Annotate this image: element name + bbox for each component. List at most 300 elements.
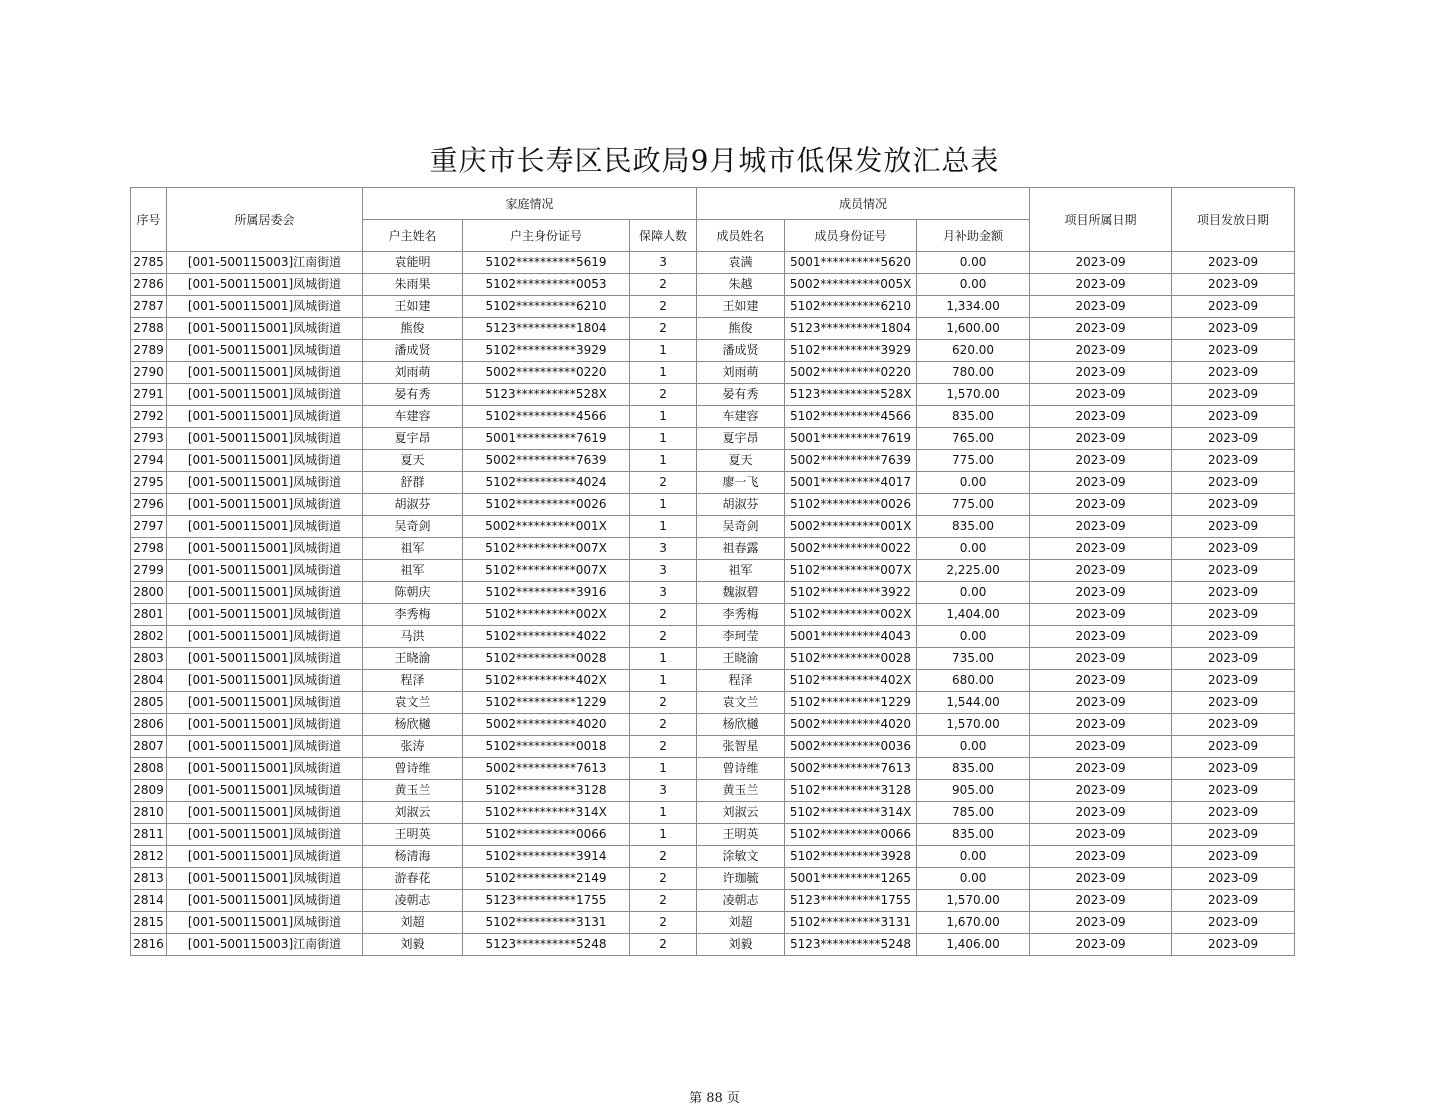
seq-cell: 2785 <box>131 252 167 274</box>
head-id-cell: 5002**********0220 <box>463 362 630 384</box>
issue-date-cell: 2023-09 <box>1172 780 1295 802</box>
member-id-cell: 5001**********4043 <box>785 626 917 648</box>
head-id-cell: 5002**********7639 <box>463 450 630 472</box>
table-row <box>131 934 1295 956</box>
amount-cell: 680.00 <box>917 670 1030 692</box>
count-cell: 2 <box>630 714 697 736</box>
seq-cell: 2797 <box>131 516 167 538</box>
head-name-cell: 夏宇昂 <box>363 428 463 450</box>
member-name-cell: 祖春露 <box>697 538 785 560</box>
seq-cell: 2792 <box>131 406 167 428</box>
committee-cell: [001-500115003]江南街道 <box>167 252 363 274</box>
seq-cell: 2814 <box>131 890 167 912</box>
project-date-cell: 2023-09 <box>1030 824 1172 846</box>
table-row <box>131 450 1295 472</box>
table-row <box>131 846 1295 868</box>
head-name-cell: 杨欣樾 <box>363 714 463 736</box>
seq-cell: 2795 <box>131 472 167 494</box>
issue-date-cell: 2023-09 <box>1172 670 1295 692</box>
amount-cell: 835.00 <box>917 824 1030 846</box>
project-date-cell: 2023-09 <box>1030 868 1172 890</box>
member-id-cell: 5102**********002X <box>785 604 917 626</box>
head-name-cell: 黄玉兰 <box>363 780 463 802</box>
head-name-cell: 王如建 <box>363 296 463 318</box>
head-name-cell: 袁文兰 <box>363 692 463 714</box>
project-date-cell: 2023-09 <box>1030 428 1172 450</box>
member-name-cell: 朱越 <box>697 274 785 296</box>
amount-cell: 0.00 <box>917 846 1030 868</box>
amount-cell: 835.00 <box>917 406 1030 428</box>
table-row <box>131 604 1295 626</box>
member-name-cell: 杨欣樾 <box>697 714 785 736</box>
issue-date-cell: 2023-09 <box>1172 714 1295 736</box>
member-name-cell: 刘毅 <box>697 934 785 956</box>
count-cell: 1 <box>630 802 697 824</box>
head-name-cell: 夏天 <box>363 450 463 472</box>
member-name-cell: 刘淑云 <box>697 802 785 824</box>
committee-cell: [001-500115001]凤城街道 <box>167 890 363 912</box>
count-cell: 2 <box>630 692 697 714</box>
member-id-cell: 5123**********1804 <box>785 318 917 340</box>
head-name-cell: 潘成贤 <box>363 340 463 362</box>
amount-cell: 1,334.00 <box>917 296 1030 318</box>
member-name-cell: 夏宇昂 <box>697 428 785 450</box>
committee-cell: [001-500115001]凤城街道 <box>167 868 363 890</box>
member-id-cell: 5002**********0220 <box>785 362 917 384</box>
issue-date-cell: 2023-09 <box>1172 560 1295 582</box>
project-date-cell: 2023-09 <box>1030 714 1172 736</box>
head-name-cell: 舒群 <box>363 472 463 494</box>
table-row <box>131 538 1295 560</box>
table-row <box>131 516 1295 538</box>
seq-cell: 2798 <box>131 538 167 560</box>
head-id-cell: 5102**********6210 <box>463 296 630 318</box>
header-head-id: 户主身份证号 <box>463 220 630 252</box>
table-row <box>131 274 1295 296</box>
member-name-cell: 夏天 <box>697 450 785 472</box>
project-date-cell: 2023-09 <box>1030 934 1172 956</box>
head-id-cell: 5001**********7619 <box>463 428 630 450</box>
seq-cell: 2787 <box>131 296 167 318</box>
issue-date-cell: 2023-09 <box>1172 626 1295 648</box>
head-id-cell: 5102**********3914 <box>463 846 630 868</box>
head-id-cell: 5102**********007X <box>463 538 630 560</box>
committee-cell: [001-500115001]凤城街道 <box>167 692 363 714</box>
seq-cell: 2804 <box>131 670 167 692</box>
head-id-cell: 5102**********0026 <box>463 494 630 516</box>
issue-date-cell: 2023-09 <box>1172 758 1295 780</box>
issue-date-cell: 2023-09 <box>1172 296 1295 318</box>
count-cell: 1 <box>630 648 697 670</box>
member-id-cell: 5102**********4566 <box>785 406 917 428</box>
head-id-cell: 5123**********528X <box>463 384 630 406</box>
member-id-cell: 5001**********4017 <box>785 472 917 494</box>
count-cell: 1 <box>630 362 697 384</box>
member-id-cell: 5123**********1755 <box>785 890 917 912</box>
issue-date-cell: 2023-09 <box>1172 648 1295 670</box>
count-cell: 2 <box>630 626 697 648</box>
committee-cell: [001-500115001]凤城街道 <box>167 736 363 758</box>
head-name-cell: 曾诗维 <box>363 758 463 780</box>
issue-date-cell: 2023-09 <box>1172 736 1295 758</box>
issue-date-cell: 2023-09 <box>1172 450 1295 472</box>
member-name-cell: 凌朝志 <box>697 890 785 912</box>
head-id-cell: 5002**********4020 <box>463 714 630 736</box>
member-id-cell: 5102**********007X <box>785 560 917 582</box>
amount-cell: 785.00 <box>917 802 1030 824</box>
amount-cell: 0.00 <box>917 736 1030 758</box>
committee-cell: [001-500115001]凤城街道 <box>167 538 363 560</box>
committee-cell: [001-500115001]凤城街道 <box>167 274 363 296</box>
table-row <box>131 340 1295 362</box>
amount-cell: 775.00 <box>917 494 1030 516</box>
head-name-cell: 李秀梅 <box>363 604 463 626</box>
amount-cell: 905.00 <box>917 780 1030 802</box>
project-date-cell: 2023-09 <box>1030 450 1172 472</box>
table-body <box>131 252 1295 956</box>
member-id-cell: 5002**********7639 <box>785 450 917 472</box>
header-committee: 所属居委会 <box>167 188 363 252</box>
amount-cell: 1,670.00 <box>917 912 1030 934</box>
table-row <box>131 802 1295 824</box>
head-name-cell: 凌朝志 <box>363 890 463 912</box>
committee-cell: [001-500115003]江南街道 <box>167 934 363 956</box>
header-amount: 月补助金额 <box>917 220 1030 252</box>
amount-cell: 620.00 <box>917 340 1030 362</box>
head-name-cell: 王晓渝 <box>363 648 463 670</box>
table-row <box>131 890 1295 912</box>
table-row <box>131 868 1295 890</box>
committee-cell: [001-500115001]凤城街道 <box>167 626 363 648</box>
head-name-cell: 祖军 <box>363 560 463 582</box>
member-name-cell: 程泽 <box>697 670 785 692</box>
project-date-cell: 2023-09 <box>1030 582 1172 604</box>
member-name-cell: 熊俊 <box>697 318 785 340</box>
seq-cell: 2796 <box>131 494 167 516</box>
page-number: 第 88 页 <box>689 1091 740 1106</box>
head-id-cell: 5102**********0053 <box>463 274 630 296</box>
issue-date-cell: 2023-09 <box>1172 252 1295 274</box>
header-count: 保障人数 <box>630 220 697 252</box>
table-row <box>131 692 1295 714</box>
project-date-cell: 2023-09 <box>1030 340 1172 362</box>
table-header <box>131 188 1295 252</box>
member-id-cell: 5102**********3128 <box>785 780 917 802</box>
member-name-cell: 袁满 <box>697 252 785 274</box>
issue-date-cell: 2023-09 <box>1172 428 1295 450</box>
project-date-cell: 2023-09 <box>1030 758 1172 780</box>
project-date-cell: 2023-09 <box>1030 318 1172 340</box>
member-name-cell: 刘雨萌 <box>697 362 785 384</box>
project-date-cell: 2023-09 <box>1030 362 1172 384</box>
count-cell: 1 <box>630 450 697 472</box>
amount-cell: 1,600.00 <box>917 318 1030 340</box>
committee-cell: [001-500115001]凤城街道 <box>167 318 363 340</box>
member-id-cell: 5102**********3922 <box>785 582 917 604</box>
member-name-cell: 张智星 <box>697 736 785 758</box>
issue-date-cell: 2023-09 <box>1172 340 1295 362</box>
project-date-cell: 2023-09 <box>1030 384 1172 406</box>
member-name-cell: 袁文兰 <box>697 692 785 714</box>
committee-cell: [001-500115001]凤城街道 <box>167 846 363 868</box>
count-cell: 2 <box>630 604 697 626</box>
amount-cell: 0.00 <box>917 274 1030 296</box>
table-row <box>131 296 1295 318</box>
table-row <box>131 318 1295 340</box>
table-row <box>131 582 1295 604</box>
committee-cell: [001-500115001]凤城街道 <box>167 802 363 824</box>
count-cell: 2 <box>630 472 697 494</box>
seq-cell: 2803 <box>131 648 167 670</box>
amount-cell: 1,570.00 <box>917 384 1030 406</box>
member-id-cell: 5102**********0066 <box>785 824 917 846</box>
member-id-cell: 5002**********005X <box>785 274 917 296</box>
seq-cell: 2816 <box>131 934 167 956</box>
committee-cell: [001-500115001]凤城街道 <box>167 296 363 318</box>
member-name-cell: 黄玉兰 <box>697 780 785 802</box>
committee-cell: [001-500115001]凤城街道 <box>167 824 363 846</box>
seq-cell: 2791 <box>131 384 167 406</box>
count-cell: 1 <box>630 824 697 846</box>
member-id-cell: 5002**********0036 <box>785 736 917 758</box>
committee-cell: [001-500115001]凤城街道 <box>167 362 363 384</box>
member-id-cell: 5001**********5620 <box>785 252 917 274</box>
header-issue-date: 项目发放日期 <box>1172 188 1295 252</box>
member-id-cell: 5102**********6210 <box>785 296 917 318</box>
count-cell: 1 <box>630 516 697 538</box>
table-row <box>131 428 1295 450</box>
project-date-cell: 2023-09 <box>1030 296 1172 318</box>
member-name-cell: 廖一飞 <box>697 472 785 494</box>
member-id-cell: 5102**********3929 <box>785 340 917 362</box>
project-date-cell: 2023-09 <box>1030 648 1172 670</box>
head-name-cell: 杨清海 <box>363 846 463 868</box>
committee-cell: [001-500115001]凤城街道 <box>167 714 363 736</box>
committee-cell: [001-500115001]凤城街道 <box>167 758 363 780</box>
seq-cell: 2788 <box>131 318 167 340</box>
table-row <box>131 252 1295 274</box>
amount-cell: 0.00 <box>917 252 1030 274</box>
head-name-cell: 祖军 <box>363 538 463 560</box>
count-cell: 2 <box>630 846 697 868</box>
count-cell: 3 <box>630 538 697 560</box>
issue-date-cell: 2023-09 <box>1172 890 1295 912</box>
count-cell: 2 <box>630 912 697 934</box>
head-name-cell: 陈朝庆 <box>363 582 463 604</box>
issue-date-cell: 2023-09 <box>1172 318 1295 340</box>
committee-cell: [001-500115001]凤城街道 <box>167 472 363 494</box>
count-cell: 1 <box>630 670 697 692</box>
count-cell: 2 <box>630 736 697 758</box>
head-name-cell: 王明英 <box>363 824 463 846</box>
table-row <box>131 560 1295 582</box>
member-id-cell: 5002**********7613 <box>785 758 917 780</box>
table-row <box>131 494 1295 516</box>
count-cell: 1 <box>630 758 697 780</box>
issue-date-cell: 2023-09 <box>1172 516 1295 538</box>
project-date-cell: 2023-09 <box>1030 626 1172 648</box>
issue-date-cell: 2023-09 <box>1172 494 1295 516</box>
project-date-cell: 2023-09 <box>1030 802 1172 824</box>
head-id-cell: 5102**********314X <box>463 802 630 824</box>
page-title: 重庆市长寿区民政局9月城市低保发放汇总表 <box>429 144 1000 177</box>
issue-date-cell: 2023-09 <box>1172 604 1295 626</box>
member-id-cell: 5002**********001X <box>785 516 917 538</box>
committee-cell: [001-500115001]凤城街道 <box>167 582 363 604</box>
committee-cell: [001-500115001]凤城街道 <box>167 780 363 802</box>
seq-cell: 2786 <box>131 274 167 296</box>
count-cell: 3 <box>630 582 697 604</box>
head-id-cell: 5102**********0028 <box>463 648 630 670</box>
member-name-cell: 胡淑芬 <box>697 494 785 516</box>
table-row <box>131 406 1295 428</box>
issue-date-cell: 2023-09 <box>1172 582 1295 604</box>
head-id-cell: 5123**********5248 <box>463 934 630 956</box>
member-id-cell: 5102**********0028 <box>785 648 917 670</box>
head-id-cell: 5123**********1804 <box>463 318 630 340</box>
head-name-cell: 袁能明 <box>363 252 463 274</box>
table-row <box>131 736 1295 758</box>
amount-cell: 0.00 <box>917 868 1030 890</box>
head-id-cell: 5102**********0018 <box>463 736 630 758</box>
member-id-cell: 5102**********314X <box>785 802 917 824</box>
head-id-cell: 5102**********3131 <box>463 912 630 934</box>
head-id-cell: 5002**********001X <box>463 516 630 538</box>
member-id-cell: 5102**********3131 <box>785 912 917 934</box>
committee-cell: [001-500115001]凤城街道 <box>167 648 363 670</box>
count-cell: 2 <box>630 318 697 340</box>
table-row <box>131 714 1295 736</box>
project-date-cell: 2023-09 <box>1030 494 1172 516</box>
member-id-cell: 5102**********1229 <box>785 692 917 714</box>
head-id-cell: 5102**********3929 <box>463 340 630 362</box>
member-id-cell: 5001**********1265 <box>785 868 917 890</box>
committee-cell: [001-500115001]凤城街道 <box>167 428 363 450</box>
head-id-cell: 5102**********3916 <box>463 582 630 604</box>
member-name-cell: 吴奇剑 <box>697 516 785 538</box>
amount-cell: 0.00 <box>917 582 1030 604</box>
committee-cell: [001-500115001]凤城街道 <box>167 912 363 934</box>
summary-table <box>130 187 1295 956</box>
head-name-cell: 车建容 <box>363 406 463 428</box>
amount-cell: 0.00 <box>917 472 1030 494</box>
head-id-cell: 5123**********1755 <box>463 890 630 912</box>
project-date-cell: 2023-09 <box>1030 472 1172 494</box>
committee-cell: [001-500115001]凤城街道 <box>167 406 363 428</box>
table-row <box>131 362 1295 384</box>
amount-cell: 1,570.00 <box>917 890 1030 912</box>
project-date-cell: 2023-09 <box>1030 516 1172 538</box>
issue-date-cell: 2023-09 <box>1172 406 1295 428</box>
table-row <box>131 824 1295 846</box>
amount-cell: 2,225.00 <box>917 560 1030 582</box>
header-project-date: 项目所属日期 <box>1030 188 1172 252</box>
head-name-cell: 刘毅 <box>363 934 463 956</box>
table-row <box>131 384 1295 406</box>
issue-date-cell: 2023-09 <box>1172 934 1295 956</box>
member-name-cell: 李珂莹 <box>697 626 785 648</box>
seq-cell: 2801 <box>131 604 167 626</box>
amount-cell: 1,404.00 <box>917 604 1030 626</box>
count-cell: 1 <box>630 494 697 516</box>
seq-cell: 2794 <box>131 450 167 472</box>
committee-cell: [001-500115001]凤城街道 <box>167 494 363 516</box>
seq-cell: 2806 <box>131 714 167 736</box>
member-id-cell: 5123**********5248 <box>785 934 917 956</box>
head-id-cell: 5102**********402X <box>463 670 630 692</box>
project-date-cell: 2023-09 <box>1030 406 1172 428</box>
project-date-cell: 2023-09 <box>1030 736 1172 758</box>
member-name-cell: 曾诗维 <box>697 758 785 780</box>
count-cell: 2 <box>630 890 697 912</box>
member-name-cell: 涂敏文 <box>697 846 785 868</box>
table-row <box>131 670 1295 692</box>
head-id-cell: 5102**********4024 <box>463 472 630 494</box>
issue-date-cell: 2023-09 <box>1172 472 1295 494</box>
table-row <box>131 758 1295 780</box>
head-name-cell: 游春花 <box>363 868 463 890</box>
project-date-cell: 2023-09 <box>1030 670 1172 692</box>
project-date-cell: 2023-09 <box>1030 274 1172 296</box>
count-cell: 2 <box>630 868 697 890</box>
table-row <box>131 780 1295 802</box>
header-member-name: 成员姓名 <box>697 220 785 252</box>
member-id-cell: 5102**********402X <box>785 670 917 692</box>
count-cell: 1 <box>630 340 697 362</box>
count-cell: 1 <box>630 406 697 428</box>
seq-cell: 2793 <box>131 428 167 450</box>
member-name-cell: 王明英 <box>697 824 785 846</box>
member-id-cell: 5102**********3928 <box>785 846 917 868</box>
project-date-cell: 2023-09 <box>1030 846 1172 868</box>
project-date-cell: 2023-09 <box>1030 692 1172 714</box>
seq-cell: 2800 <box>131 582 167 604</box>
committee-cell: [001-500115001]凤城街道 <box>167 516 363 538</box>
seq-cell: 2805 <box>131 692 167 714</box>
member-id-cell: 5123**********528X <box>785 384 917 406</box>
head-name-cell: 刘超 <box>363 912 463 934</box>
project-date-cell: 2023-09 <box>1030 890 1172 912</box>
project-date-cell: 2023-09 <box>1030 560 1172 582</box>
count-cell: 2 <box>630 274 697 296</box>
seq-cell: 2811 <box>131 824 167 846</box>
amount-cell: 765.00 <box>917 428 1030 450</box>
member-name-cell: 刘超 <box>697 912 785 934</box>
issue-date-cell: 2023-09 <box>1172 868 1295 890</box>
issue-date-cell: 2023-09 <box>1172 692 1295 714</box>
head-id-cell: 5102**********4022 <box>463 626 630 648</box>
project-date-cell: 2023-09 <box>1030 912 1172 934</box>
issue-date-cell: 2023-09 <box>1172 802 1295 824</box>
committee-cell: [001-500115001]凤城街道 <box>167 604 363 626</box>
committee-cell: [001-500115001]凤城街道 <box>167 340 363 362</box>
project-date-cell: 2023-09 <box>1030 604 1172 626</box>
member-id-cell: 5002**********0022 <box>785 538 917 560</box>
count-cell: 2 <box>630 384 697 406</box>
seq-cell: 2807 <box>131 736 167 758</box>
member-name-cell: 潘成贤 <box>697 340 785 362</box>
seq-cell: 2808 <box>131 758 167 780</box>
member-name-cell: 祖军 <box>697 560 785 582</box>
count-cell: 2 <box>630 934 697 956</box>
seq-cell: 2790 <box>131 362 167 384</box>
table-row <box>131 648 1295 670</box>
member-id-cell: 5002**********4020 <box>785 714 917 736</box>
issue-date-cell: 2023-09 <box>1172 362 1295 384</box>
project-date-cell: 2023-09 <box>1030 780 1172 802</box>
project-date-cell: 2023-09 <box>1030 252 1172 274</box>
header-head-name: 户主姓名 <box>363 220 463 252</box>
